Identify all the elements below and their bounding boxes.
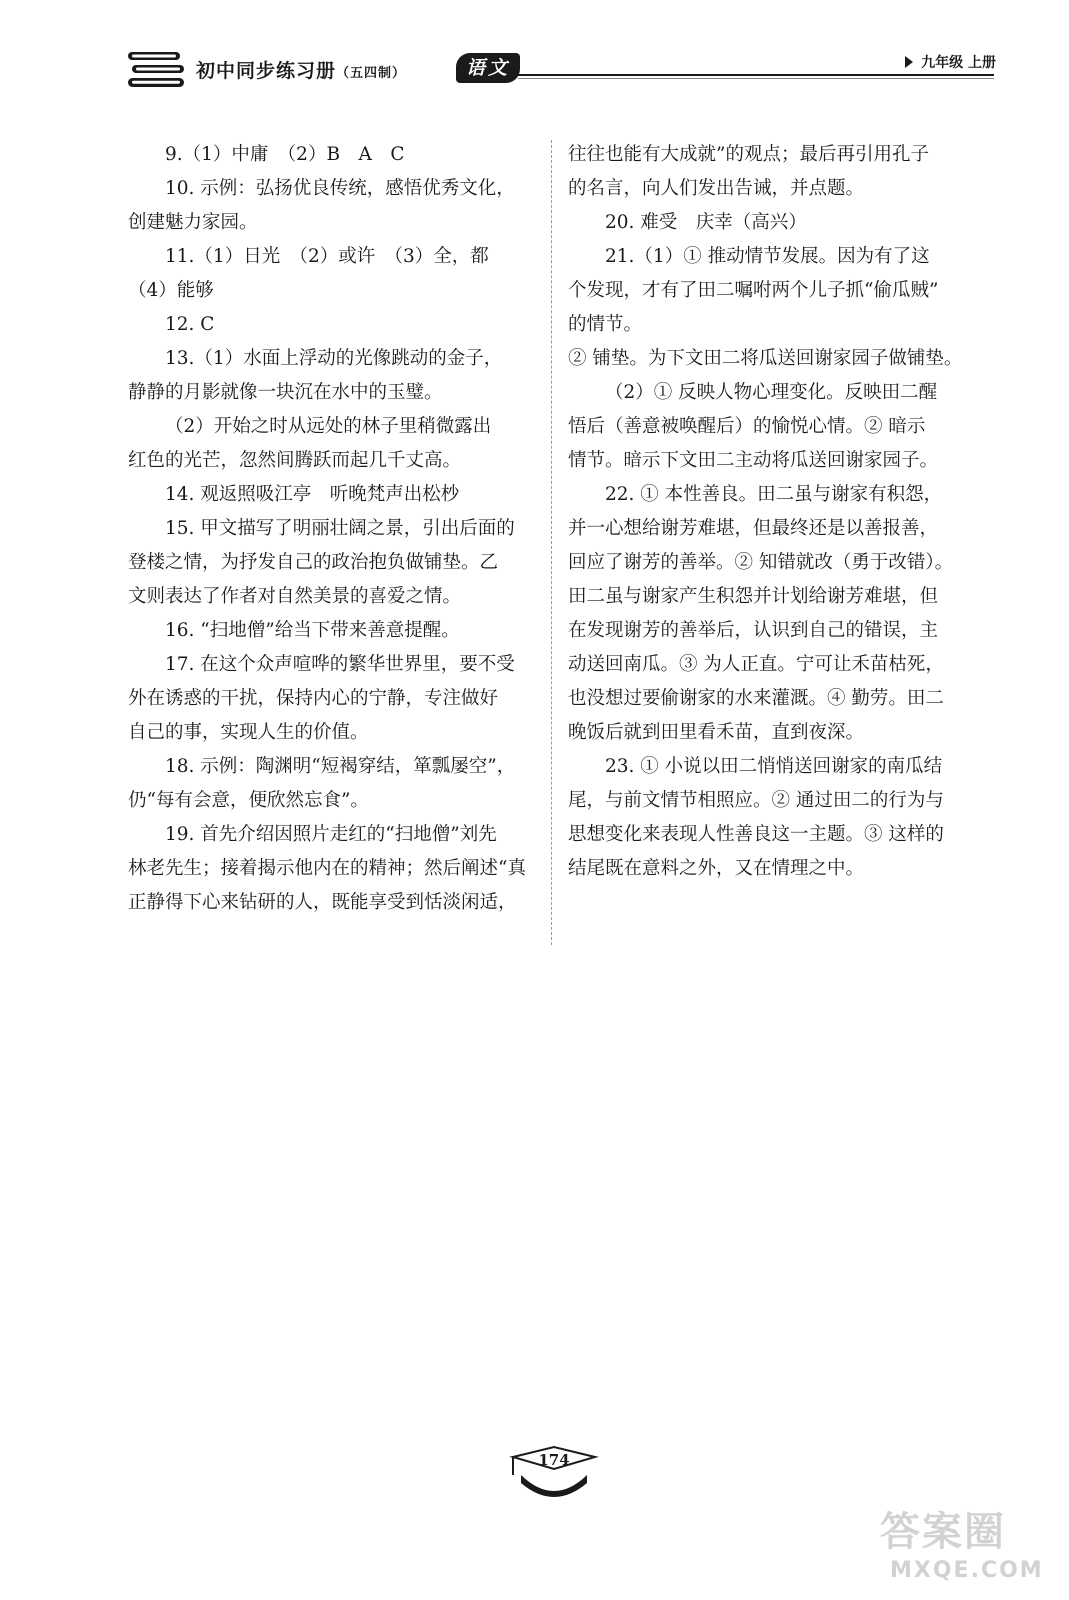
answer-line: 登楼之情，为抒发自己的政治抱负做铺垫。乙 [128,552,499,573]
triangle-right-icon [905,56,913,68]
answer-line: 静静的月影就像一块沉在水中的玉璧。 [128,382,443,403]
answer-line: 红色的光芒，忽然间腾跃而起几千丈高。 [128,450,462,471]
book-stack-icon [126,48,188,94]
answer-line: 的情节。 [568,314,643,335]
watermark-logo-text: 答案圈 [880,1509,1006,1555]
answer-line: 动送回南瓜。③ 为人正直。宁可让禾苗枯死， [568,654,944,675]
answer-line: 田二虽与谢家产生积怨并计划给谢芳难堪，但 [568,586,939,607]
page-header [126,44,996,96]
answer-line: 并一心想给谢芳难堪，但最终还是以善报善， [568,518,939,539]
page-number: 174 [538,1451,570,1469]
answer-column-left [128,138,536,920]
answer-line: 17. 在这个众声喧哗的繁华世界里，要不受 [165,654,515,675]
page-number-badge [505,1445,603,1503]
answer-line: 仍“每有会意，便欣然忘食”。 [128,790,369,811]
subject-badge: 语文 [456,53,520,83]
answer-line: 文则表达了作者对自然美景的喜爱之情。 [128,586,462,607]
answer-line: 9.（1）中庸 （2）B A C [165,144,405,165]
answer-line: 创建魅力家园。 [128,212,258,233]
answer-line: 10. 示例：弘扬优良传统，感悟优秀文化， [165,178,515,199]
answer-line: 12. C [165,314,215,335]
site-watermark [880,1500,1050,1595]
header-rule [518,74,994,76]
answer-line: 的名言，向人们发出告诫，并点题。 [568,178,865,199]
answer-line: 林老先生；接着揭示他内在的精神；然后阐述“真 [128,858,526,879]
answer-line: 晚饭后就到田里看禾苗，直到夜深。 [568,722,865,743]
answer-line: 外在诱惑的干扰，保持内心的宁静，专注做好 [128,688,499,709]
answer-line: 在发现谢芳的善举后，认识到自己的错误，主 [568,620,939,641]
answer-line: （4）能够 [128,280,214,301]
answer-line: 11.（1）日光 （2）或许 （3）全，都 [165,246,489,267]
answer-line: ② 铺垫。为下文田二将瓜送回谢家园子做铺垫。 [568,348,963,369]
answer-line: 也没想过要偷谢家的水来灌溉。④ 勤劳。田二 [568,688,944,709]
grade-text: 九年级 上册 [921,55,996,71]
answer-line: 尾，与前文情节相照应。② 通过田二的行为与 [568,790,944,811]
answer-line: 22. ① 本性善良。田二虽与谢家有积怨， [605,484,943,505]
answer-line: 自己的事，实现人生的价值。 [128,722,369,743]
answer-line: 回应了谢芳的善举。② 知错就改（勇于改错）。 [568,552,954,573]
answer-line: 21.（1）① 推动情节发展。因为有了这 [605,246,930,267]
series-title-text: 初中同步练习册 [196,60,337,82]
answer-line: 悟后（善意被唤醒后）的愉悦心情。② 暗示 [568,416,926,437]
answer-line: 19. 首先介绍因照片走红的“扫地僧”刘先 [165,824,497,845]
grade-label [905,52,996,72]
answer-column-right [568,138,976,886]
answer-line: （2）① 反映人物心理变化。反映田二醒 [605,382,938,403]
header-rule-thin [518,78,994,79]
answer-line: 结尾既在意料之外，又在情理之中。 [568,858,865,879]
answer-line: （2）开始之时从远处的林子里稍微露出 [165,416,492,437]
answer-line: 13.（1）水面上浮动的光像跳动的金子， [165,348,503,369]
answer-line: 18. 示例：陶渊明“短褐穿结，箪瓢屡空”， [165,756,516,777]
series-edition: （五四制） [336,66,407,81]
answer-line: 情节。暗示下文田二主动将瓜送回谢家园子。 [568,450,939,471]
answer-line: 23. ① 小说以田二悄悄送回谢家的南瓜结 [605,756,943,777]
column-divider [551,140,552,945]
answer-line: 往往也能有大成就”的观点；最后再引用孔子 [568,144,929,165]
watermark-domain: MXQE.COM [890,1558,1044,1583]
answer-line: 16. “扫地僧”给当下带来善意提醒。 [165,620,460,641]
answer-line: 个发现，才有了田二嘱咐两个儿子抓“偷瓜贼” [568,280,939,301]
series-title [196,56,406,83]
answer-line: 正静得下心来钻研的人，既能享受到恬淡闲适， [128,892,517,913]
answer-line: 15. 甲文描写了明丽壮阔之景，引出后面的 [165,518,515,539]
answer-line: 14. 观返照吸江亭 听晚梵声出松杪 [165,484,460,505]
answer-line: 思想变化来表现人性善良这一主题。③ 这样的 [568,824,944,845]
answer-line: 20. 难受 庆幸（高兴） [605,212,807,233]
